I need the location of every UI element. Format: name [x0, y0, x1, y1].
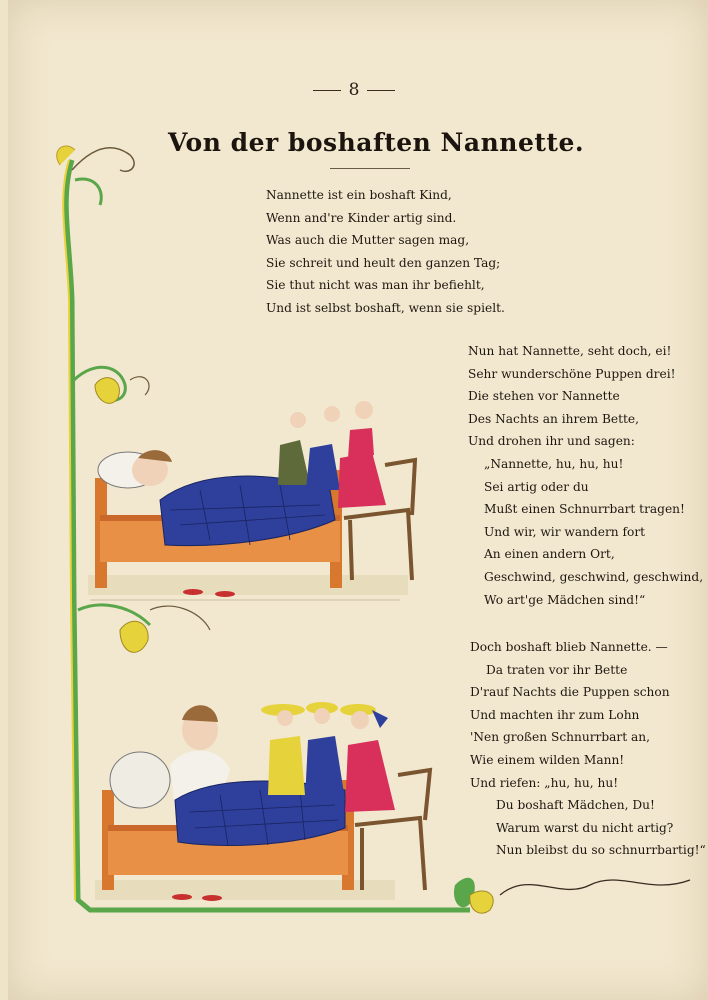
- verse-line: Geschwind, geschwind, geschwind,: [484, 569, 704, 584]
- verse-line: Wo art'ge Mädchen sind!“: [484, 592, 646, 607]
- verse-line: Du boshaft Mädchen, Du!: [496, 798, 655, 813]
- stanza-2: [468, 340, 703, 611]
- verse-line: Und drohen ihr und sagen:: [468, 434, 635, 449]
- verse-line: Was auch die Mutter sagen mag,: [266, 233, 470, 248]
- verse-line: D'rauf Nachts die Puppen schon: [470, 685, 670, 700]
- verse-line: Wenn and're Kinder artig sind.: [266, 210, 457, 225]
- verse-line: Sei artig oder du: [484, 479, 589, 494]
- verse-line: Und wir, wir wandern fort: [484, 524, 646, 539]
- verse-line: Nannette ist ein boshaft Kind,: [266, 188, 452, 202]
- verse-line: Da traten vor ihr Bette: [486, 662, 628, 677]
- verse-line: Sehr wunderschöne Puppen drei!: [468, 366, 676, 381]
- verse-line: An einen andern Ort,: [484, 547, 615, 562]
- verse-line: Und ist selbst boshaft, wenn sie spielt.: [266, 300, 505, 315]
- stanza-3: [470, 636, 706, 862]
- verse-line: Doch boshaft blieb Nannette. —: [470, 640, 668, 654]
- verse-line: Und riefen: „hu, hu, hu!: [470, 775, 619, 790]
- verse-line: Warum warst du nicht artig?: [496, 820, 674, 835]
- verse-line: Des Nachts an ihrem Bette,: [468, 411, 639, 426]
- verse-line: Sie thut nicht was man ihr befiehlt,: [266, 278, 485, 293]
- verse-line: „Nannette, hu, hu, hu!: [484, 456, 624, 471]
- verse-line: Und machten ihr zum Lohn: [470, 707, 640, 722]
- verse-line: Nun bleibst du so schnurrbartig!“: [496, 843, 706, 858]
- verse-line: Die stehen vor Nannette: [468, 389, 620, 404]
- verse-line: 'Nen großen Schnurrbart an,: [470, 730, 651, 745]
- verse-line: Mußt einen Schnurrbart tragen!: [484, 502, 685, 517]
- page-number: 8: [0, 80, 708, 100]
- verse-line: Wie einem wilden Mann!: [470, 752, 625, 767]
- illustration-bottom: [95, 702, 430, 901]
- stanza-1: [266, 184, 505, 320]
- verse-line: Nun hat Nannette, seht doch, ei!: [468, 344, 672, 358]
- illustration-top: [88, 401, 415, 597]
- page-title: Von der boshaften Nannette.: [167, 128, 585, 157]
- verse-line: Sie schreit und heult den ganzen Tag;: [266, 255, 501, 270]
